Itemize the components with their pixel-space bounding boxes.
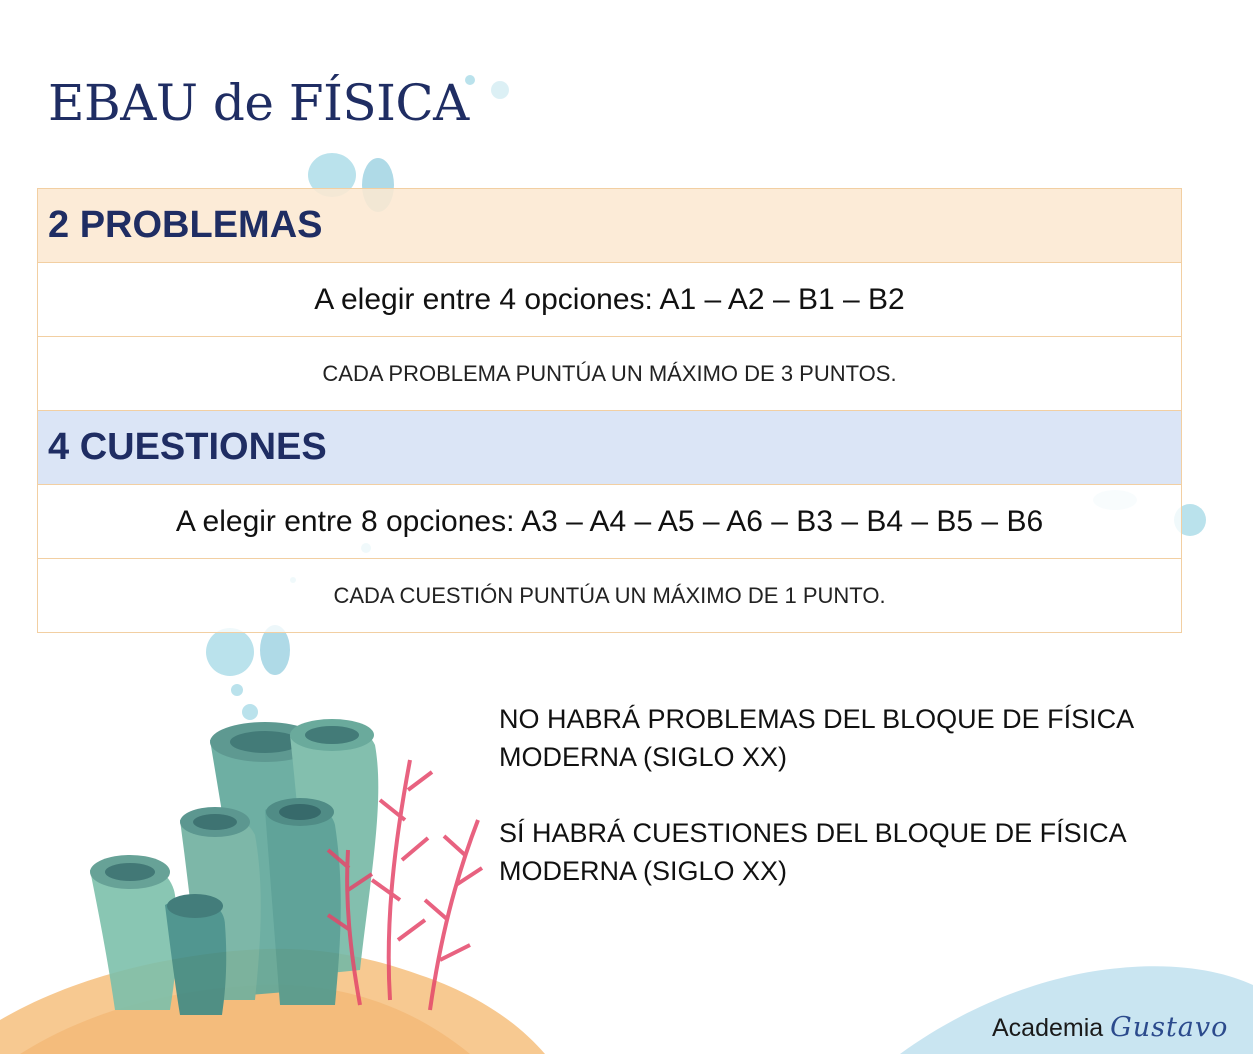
questions-scoring: CADA CUESTIÓN PUNTÚA UN MÁXIMO DE 1 PUNTO. — [38, 559, 1182, 633]
brand-name: Gustavo — [1110, 1012, 1229, 1043]
note-modern-questions: SÍ HABRÁ CUESTIONES DEL BLOQUE DE FÍSICA MODERNA (SIGLO XX) — [499, 818, 1126, 886]
exam-structure-table — [37, 188, 1182, 633]
table-row — [38, 337, 1182, 411]
brand-logo — [992, 1012, 1228, 1043]
table-row — [38, 485, 1182, 559]
problems-scoring: CADA PROBLEMA PUNTÚA UN MÁXIMO DE 3 PUNTOS. — [38, 337, 1182, 411]
table-row — [38, 263, 1182, 337]
table-row — [38, 189, 1182, 263]
table-row — [38, 411, 1182, 485]
note-no-modern-problems: NO HABRÁ PROBLEMAS DEL BLOQUE DE FÍSICA MODERNA (SIGLO XX) — [499, 704, 1133, 772]
problems-heading: 2 PROBLEMAS — [38, 189, 1182, 263]
questions-options: A elegir entre 8 opciones: A3 – A4 – A5 – A6 – B3 – B4 – B5 – B6 — [38, 485, 1182, 559]
problems-options: A elegir entre 4 opciones: A1 – A2 – B1 – B2 — [38, 263, 1182, 337]
brand-prefix: Academia — [992, 1014, 1104, 1042]
coral-illustration — [90, 719, 378, 1015]
table-row — [38, 559, 1182, 633]
questions-heading: 4 CUESTIONES — [38, 411, 1182, 485]
page-title: EBAU de FÍSICA — [48, 74, 469, 132]
notes-block — [499, 700, 1189, 928]
